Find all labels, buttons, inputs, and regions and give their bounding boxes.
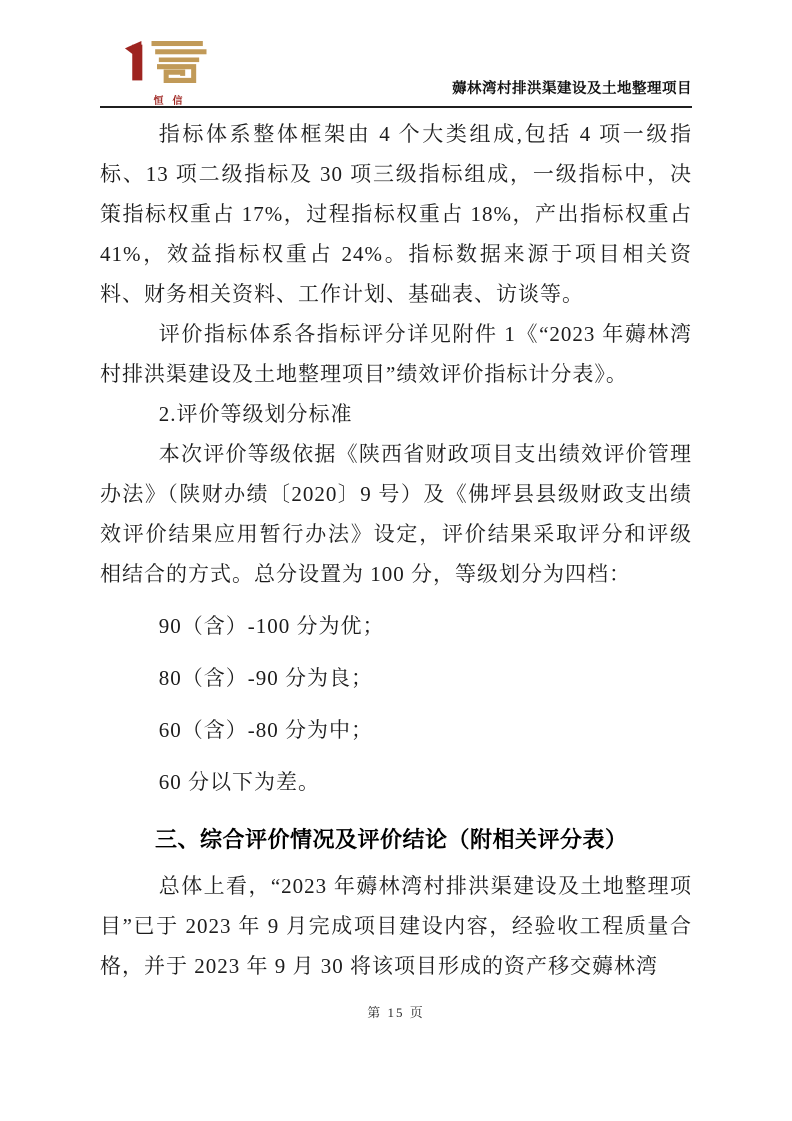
grade-line-good: 80（含）-90 分为良；	[158, 666, 374, 690]
paragraph: 评价指标体系各指标评分详见附件 1《“2023 年薅林湾村排洪渠建设及土地整理项目”绩效评价指标计分表》。	[100, 322, 692, 386]
grade-line-poor: 60 分以下为差。	[158, 770, 321, 794]
logo-block	[118, 40, 218, 107]
paragraph: 总体上看，“2023 年薅林湾村排洪渠建设及土地整理项目”已于 2023 年 9 月完成项目建设内容，经验收工程质量合格，并于 2023 年 9 月 30 将该项目形成的资产移交薅林湾	[100, 874, 692, 978]
page-header	[100, 0, 692, 108]
page-number: 第 15 页	[367, 1005, 425, 1020]
subheading-grade-standard: 2.评价等级划分标准	[158, 402, 353, 426]
header-project-title: 薅林湾村排洪渠建设及土地整理项目	[452, 81, 692, 97]
paragraph: 本次评价等级依据《陕西省财政项目支出绩效评价管理办法》（陕财办绩〔2020〕9 号）及《佛坪县县级财政支出绩效评价结果应用暂行办法》设定，评价结果采取评分和评级相结合的方式。总分设置为 100 分，等级划分为四档：	[100, 442, 692, 586]
hengxin-logo-icon	[124, 73, 212, 90]
grade-line-medium: 60（含）-80 分为中；	[158, 718, 374, 742]
section-heading: 三、综合评价情况及评价结论（附相关评分表）	[155, 827, 628, 852]
logo-brand-text: 恒信	[153, 96, 192, 107]
grade-line-excellent: 90（含）-100 分为优；	[158, 614, 385, 638]
document-body	[100, 114, 692, 986]
paragraph: 指标体系整体框架由 4 个大类组成,包括 4 项一级指标、13 项二级指标及 30 项三级指标组成，一级指标中，决策指标权重占 17%，过程指标权重占 18%，产出指标权重占 41%，效益指标权重占 24%。指标数据来源于项目相关资料、财务相关资料、工作计划、基础表、访谈等。	[100, 122, 692, 306]
